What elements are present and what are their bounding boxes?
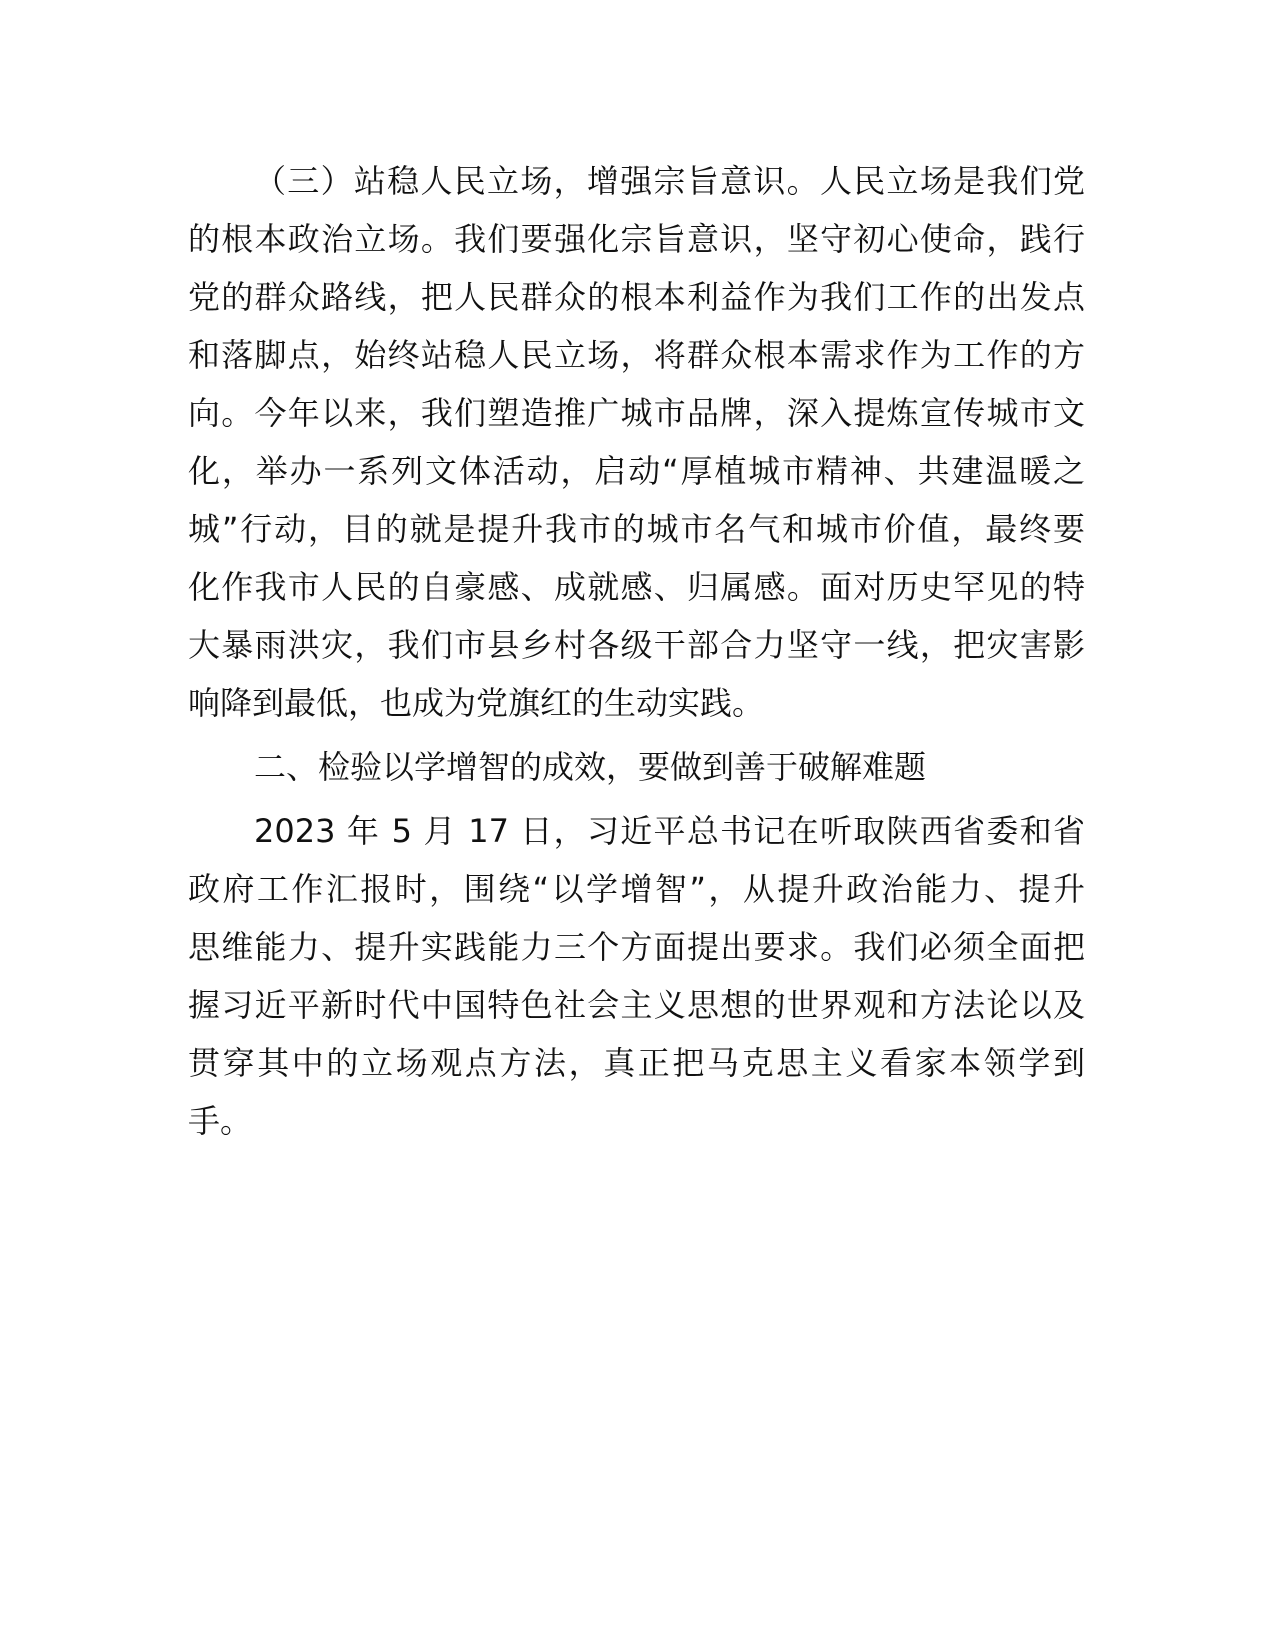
text-line: 化作我市人民的自豪感、成就感、归属感。面对历史罕见的特 [188, 568, 1085, 606]
text-line: 手。 [188, 1102, 253, 1140]
text-line: 大暴雨洪灾，我们市县乡村各级干部合力坚守一线，把灾害影 [188, 626, 1085, 664]
paragraph-learning-wisdom [188, 802, 1085, 1150]
paragraph-people-stance [188, 152, 1085, 732]
text-line: 贯穿其中的立场观点方法，真正把马克思主义看家本领学到 [188, 1044, 1085, 1082]
document-body [188, 152, 1085, 1150]
section-heading: 二、检验以学增智的成效，要做到善于破解难题 [254, 748, 927, 786]
text-line: 思维能力、提升实践能力三个方面提出要求。我们必须全面把 [188, 928, 1085, 966]
text-line: 和落脚点，始终站稳人民立场，将群众根本需求作为工作的方 [188, 336, 1085, 374]
text-line: 党的群众路线，把人民群众的根本利益作为我们工作的出发点 [188, 278, 1085, 316]
text-line: 响降到最低，也成为党旗红的生动实践。 [188, 684, 765, 722]
text-line: 城”行动，目的就是提升我市的城市名气和城市价值，最终要 [188, 510, 1085, 548]
text-line: 向。今年以来，我们塑造推广城市品牌，深入提炼宣传城市文 [188, 394, 1085, 432]
text-line: 握习近平新时代中国特色社会主义思想的世界观和方法论以及 [188, 986, 1085, 1024]
text-line: 的根本政治立场。我们要强化宗旨意识，坚守初心使命，践行 [188, 220, 1085, 258]
text-line: 2023 年 5 月 17 日，习近平总书记在听取陕西省委和省 [254, 812, 1085, 850]
text-line: 政府工作汇报时，围绕“以学增智”，从提升政治能力、提升 [188, 870, 1085, 908]
text-line: （三）站稳人民立场，增强宗旨意识。人民立场是我们党 [254, 162, 1085, 200]
text-line: 化，举办一系列文体活动，启动“厚植城市精神、共建温暖之 [188, 452, 1085, 490]
